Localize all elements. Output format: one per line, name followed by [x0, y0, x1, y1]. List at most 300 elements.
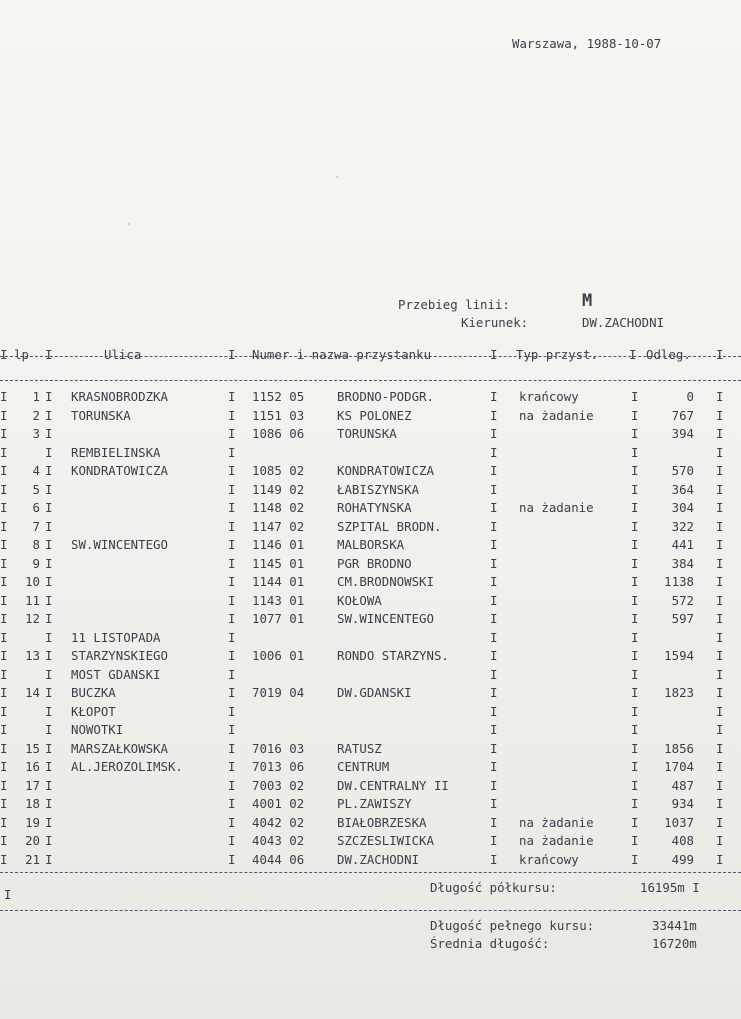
column-separator: I — [0, 851, 8, 867]
column-separator: I — [228, 537, 236, 552]
column-separator: I — [0, 814, 8, 830]
row-distance: 384 — [671, 555, 694, 571]
row-lp: 1 — [32, 389, 40, 404]
row-lp: 12 — [25, 611, 40, 626]
row-stop-number: 1145 01 — [252, 555, 305, 571]
row-stop-name: RATUSZ — [337, 740, 382, 756]
column-separator: I — [490, 685, 498, 700]
row-lp: 5 — [32, 481, 40, 497]
column-separator: I — [228, 777, 236, 793]
row-stop-name: MALBORSKA — [337, 537, 405, 552]
row-stop-type: na żadanie — [519, 407, 594, 423]
column-separator: I — [631, 759, 639, 774]
column-separator: I — [45, 722, 53, 737]
row-stop-type: krańcowy — [519, 389, 579, 404]
route-label: Przebieg linii: — [398, 297, 510, 312]
column-separator: I — [228, 629, 236, 645]
column-separator: I — [228, 444, 236, 460]
row-distance: 364 — [671, 481, 694, 497]
row-street: REMBIELINSKA — [71, 444, 161, 460]
table-row — [0, 426, 741, 444]
column-separator: I — [490, 722, 498, 737]
column-separator: I — [716, 592, 724, 608]
row-stop-number: 7003 02 — [252, 777, 305, 793]
row-lp: 6 — [32, 500, 40, 515]
column-separator: I — [490, 389, 498, 404]
row-stop-name: ROHATYNSKA — [337, 500, 412, 515]
column-separator: I — [490, 555, 498, 571]
row-lp: 11 — [25, 592, 40, 608]
column-separator: I — [631, 574, 639, 589]
column-separator: I — [0, 759, 8, 774]
row-distance: 499 — [671, 851, 694, 867]
column-separator: I — [716, 740, 724, 756]
row-distance: 1856 — [664, 740, 694, 756]
column-separator: I — [490, 611, 498, 626]
column-separator: I — [45, 592, 53, 608]
column-separator: I — [0, 648, 8, 663]
column-separator: I — [0, 740, 8, 756]
column-separator: I — [45, 833, 53, 848]
row-distance: 487 — [671, 777, 694, 793]
row-stop-number: 1149 02 — [252, 481, 305, 497]
row-stop-number: 1143 01 — [252, 592, 305, 608]
row-distance: 767 — [671, 407, 694, 423]
column-separator: I — [631, 703, 639, 719]
average-length-label: Średnia długość: — [430, 936, 550, 951]
column-separator: I — [716, 648, 724, 663]
row-lp: 19 — [25, 814, 40, 830]
column-separator: I — [0, 555, 8, 571]
row-stop-number: 4001 02 — [252, 796, 305, 811]
column-separator: I — [0, 722, 8, 737]
column-separator: I — [45, 555, 53, 571]
direction-label: Kierunek: — [461, 315, 529, 330]
row-stop-number: 1146 01 — [252, 537, 305, 552]
column-separator: I — [490, 481, 498, 497]
row-stop-name: KOŁOWA — [337, 592, 382, 608]
column-separator: I — [45, 629, 53, 645]
row-lp: 20 — [25, 833, 40, 848]
table-row — [0, 852, 741, 870]
column-separator: I — [0, 629, 8, 645]
route-value: M — [582, 291, 594, 311]
row-lp: 17 — [25, 777, 40, 793]
column-separator: I — [45, 648, 53, 663]
table-row — [0, 500, 741, 518]
column-separator: I — [0, 537, 8, 552]
column-separator: I — [45, 851, 53, 867]
column-separator: I — [631, 666, 639, 682]
table-row — [0, 482, 741, 500]
column-separator: I — [631, 648, 639, 663]
column-separator: I — [631, 537, 639, 552]
row-stop-name: SZCZESLIWICKA — [337, 833, 434, 848]
column-separator: I — [45, 481, 53, 497]
row-stop-number: 7019 04 — [252, 685, 305, 700]
column-separator: I — [631, 555, 639, 571]
table-row — [0, 556, 741, 574]
column-separator: I — [45, 389, 53, 404]
row-stop-number: 1148 02 — [252, 500, 305, 515]
column-separator: I — [716, 347, 724, 362]
column-separator: I — [228, 740, 236, 756]
table-row — [0, 408, 741, 426]
column-separator: I — [716, 389, 724, 404]
column-separator: I — [631, 629, 639, 645]
table-row — [0, 833, 741, 851]
column-separator: I — [631, 426, 639, 441]
column-separator: I — [228, 703, 236, 719]
column-separator: I — [716, 407, 724, 423]
column-separator: I — [228, 500, 236, 515]
row-stop-number: 4043 02 — [252, 833, 305, 848]
column-separator: I — [228, 611, 236, 626]
row-stop-name: TORUNSKA — [337, 426, 397, 441]
table-row — [0, 519, 741, 537]
table-row — [0, 630, 741, 648]
table-row — [0, 667, 741, 685]
table-row — [0, 759, 741, 777]
row-stop-number: 1086 06 — [252, 426, 305, 441]
column-separator: I — [45, 537, 53, 552]
column-separator: I — [716, 555, 724, 571]
column-separator: I — [0, 518, 8, 534]
row-street: KRASNOBRODZKA — [71, 389, 168, 404]
row-distance: 597 — [671, 611, 694, 626]
column-separator: I — [45, 796, 53, 811]
column-separator: I — [716, 851, 724, 867]
row-distance: 934 — [671, 796, 694, 811]
row-distance: 1823 — [664, 685, 694, 700]
row-distance: 0 — [686, 389, 694, 404]
column-separator: I — [631, 685, 639, 700]
row-lp: 10 — [25, 574, 40, 589]
column-separator: I — [716, 703, 724, 719]
column-separator: I — [631, 592, 639, 608]
row-street: BUCZKA — [71, 685, 116, 700]
paper-speck — [336, 176, 338, 178]
column-separator: I — [228, 722, 236, 737]
column-separator: I — [716, 463, 724, 478]
column-separator: I — [631, 796, 639, 811]
row-stop-name: DW.GDANSKI — [337, 685, 412, 700]
column-separator: I — [0, 574, 8, 589]
full-course-value: 33441m — [652, 918, 697, 933]
column-separator: I — [490, 648, 498, 663]
row-stop-number: 1006 01 — [252, 648, 305, 663]
summary-dashed-rule — [0, 910, 741, 911]
column-separator: I — [0, 833, 8, 848]
column-separator: I — [716, 722, 724, 737]
column-separator: I — [490, 574, 498, 589]
column-separator: I — [490, 740, 498, 756]
row-stop-name: ŁABISZYNSKA — [337, 481, 420, 497]
column-separator: I — [45, 666, 53, 682]
column-separator: I — [45, 463, 53, 478]
column-separator: I — [490, 703, 498, 719]
column-separator: I — [0, 611, 8, 626]
table-row — [0, 611, 741, 629]
row-stop-number: 1147 02 — [252, 518, 305, 534]
column-separator: I — [228, 851, 236, 867]
column-separator: I — [45, 574, 53, 589]
row-stop-name: KONDRATOWICZA — [337, 463, 434, 478]
table-row — [0, 685, 741, 703]
column-separator: I — [490, 851, 498, 867]
column-separator: I — [716, 611, 724, 626]
column-separator: I — [716, 537, 724, 552]
row-street: NOWOTKI — [71, 722, 124, 737]
column-separator: I — [716, 685, 724, 700]
table-row — [0, 778, 741, 796]
column-separator: I — [631, 463, 639, 478]
column-separator: I — [490, 666, 498, 682]
row-distance: 570 — [671, 463, 694, 478]
column-separator: I — [490, 426, 498, 441]
column-separator: I — [228, 648, 236, 663]
column-separator: I — [45, 347, 53, 362]
column-separator: I — [228, 481, 236, 497]
table-row — [0, 722, 741, 740]
header-type: Typ przyst. — [516, 347, 599, 362]
column-separator: I — [45, 759, 53, 774]
column-separator: I — [631, 722, 639, 737]
date-line: Warszawa, 1988-10-07 — [512, 36, 662, 51]
row-stop-type: na żadanie — [519, 833, 594, 848]
column-separator: I — [45, 685, 53, 700]
column-separator: I — [490, 347, 498, 362]
row-distance: 304 — [671, 500, 694, 515]
row-stop-number: 4042 02 — [252, 814, 305, 830]
column-separator: I — [0, 444, 8, 460]
column-separator: I — [0, 347, 8, 362]
bottom-dashed-rule — [0, 872, 741, 873]
column-separator: I — [228, 463, 236, 478]
column-separator: I — [490, 777, 498, 793]
column-separator: I — [716, 518, 724, 534]
column-separator: I — [631, 481, 639, 497]
column-separator: I — [45, 500, 53, 515]
column-separator: I — [45, 814, 53, 830]
column-separator: I — [716, 574, 724, 589]
column-separator: I — [0, 685, 8, 700]
row-lp: 7 — [32, 518, 40, 534]
average-length-value: 16720m — [652, 936, 697, 951]
column-separator: I — [45, 518, 53, 534]
half-course-value: 16195m I — [640, 880, 700, 895]
column-separator: I — [228, 814, 236, 830]
column-separator: I — [631, 777, 639, 793]
row-distance: 441 — [671, 537, 694, 552]
column-separator: I — [490, 759, 498, 774]
column-separator: I — [0, 703, 8, 719]
column-separator: I — [631, 833, 639, 848]
table-row — [0, 648, 741, 666]
column-separator: I — [228, 759, 236, 774]
table-row — [0, 704, 741, 722]
column-separator: I — [0, 481, 8, 497]
column-separator: I — [490, 833, 498, 848]
column-separator: I — [45, 426, 53, 441]
column-separator: I — [228, 666, 236, 682]
paper-speck — [128, 223, 130, 225]
column-separator: I — [631, 407, 639, 423]
column-separator: I — [631, 518, 639, 534]
column-separator: I — [228, 555, 236, 571]
row-stop-name: SW.WINCENTEGO — [337, 611, 434, 626]
row-distance: 1037 — [664, 814, 694, 830]
row-stop-name: RONDO STARZYNS. — [337, 648, 449, 663]
row-street: TORUNSKA — [71, 407, 131, 423]
column-separator: I — [45, 740, 53, 756]
column-separator: I — [716, 500, 724, 515]
half-course-label: Długość półkursu: — [430, 880, 557, 895]
column-separator: I — [490, 463, 498, 478]
row-street: KONDRATOWICZA — [71, 463, 168, 478]
header-stop: Numer i nazwa przystanku — [252, 347, 432, 362]
column-separator: I — [716, 426, 724, 441]
column-separator: I — [45, 407, 53, 423]
column-separator: I — [228, 685, 236, 700]
column-separator: I — [716, 833, 724, 848]
column-separator: I — [228, 426, 236, 441]
table-row — [0, 537, 741, 555]
table-header-row — [0, 347, 741, 365]
row-stop-number: 1151 03 — [252, 407, 305, 423]
row-lp: 14 — [25, 685, 40, 700]
row-street: SW.WINCENTEGO — [71, 537, 168, 552]
column-separator: I — [490, 796, 498, 811]
column-separator: I — [490, 444, 498, 460]
row-lp: 4 — [32, 463, 40, 478]
column-separator: I — [490, 500, 498, 515]
table-row — [0, 815, 741, 833]
row-street: MOST GDANSKI — [71, 666, 161, 682]
row-stop-number: 7013 06 — [252, 759, 305, 774]
column-separator: I — [228, 833, 236, 848]
row-street: AL.JEROZOLIMSK. — [71, 759, 183, 774]
row-street: MARSZAŁKOWSKA — [71, 740, 168, 756]
column-separator: I — [716, 666, 724, 682]
row-stop-name: PGR BRODNO — [337, 555, 412, 571]
column-separator: I — [629, 347, 637, 362]
row-stop-number: 1085 02 — [252, 463, 305, 478]
row-stop-name: DW.CENTRALNY II — [337, 777, 449, 793]
row-stop-number: 4044 06 — [252, 851, 305, 867]
column-separator: I — [0, 500, 8, 515]
row-distance: 408 — [671, 833, 694, 848]
row-lp: 15 — [25, 740, 40, 756]
column-separator: I — [631, 444, 639, 460]
row-stop-name: PL.ZAWISZY — [337, 796, 412, 811]
row-distance: 1704 — [664, 759, 694, 774]
row-lp: 13 — [25, 648, 40, 663]
header-lp: lp — [14, 347, 29, 362]
column-separator: I — [45, 703, 53, 719]
column-separator: I — [0, 592, 8, 608]
row-street: STARZYNSKIEGO — [71, 648, 168, 663]
full-course-label: Długość pełnego kursu: — [430, 918, 595, 933]
row-stop-name: KS POLONEZ — [337, 407, 412, 423]
row-stop-type: na żadanie — [519, 814, 594, 830]
column-separator: I — [490, 814, 498, 830]
column-separator: I — [0, 796, 8, 811]
column-separator: I — [490, 592, 498, 608]
row-stop-name: DW.ZACHODNI — [337, 851, 420, 867]
row-lp: 8 — [32, 537, 40, 552]
header-distance: Odleg. — [646, 347, 691, 362]
row-street: KŁOPOT — [71, 703, 116, 719]
column-separator: I — [631, 389, 639, 404]
row-lp: 2 — [32, 407, 40, 423]
table-row — [0, 574, 741, 592]
column-separator: I — [45, 611, 53, 626]
column-separator: I — [228, 574, 236, 589]
table-row — [0, 389, 741, 407]
row-street: 11 LISTOPADA — [71, 629, 161, 645]
column-separator: I — [631, 851, 639, 867]
column-separator: I — [631, 740, 639, 756]
column-separator: I — [716, 759, 724, 774]
row-distance: 1138 — [664, 574, 694, 589]
column-separator: I — [716, 629, 724, 645]
row-stop-name: SZPITAL BRODN. — [337, 518, 442, 534]
column-separator: I — [228, 347, 236, 362]
column-separator: I — [228, 518, 236, 534]
table-row — [0, 593, 741, 611]
column-separator: I — [228, 592, 236, 608]
column-separator: I — [716, 796, 724, 811]
column-separator: I — [490, 629, 498, 645]
column-separator: I — [631, 814, 639, 830]
row-distance: 322 — [671, 518, 694, 534]
row-stop-type: na żadanie — [519, 500, 594, 515]
column-separator: I — [490, 407, 498, 423]
column-separator: I — [4, 887, 12, 902]
column-separator: I — [228, 407, 236, 423]
column-separator: I — [716, 481, 724, 497]
table-row — [0, 741, 741, 759]
column-separator: I — [631, 500, 639, 515]
table-row — [0, 445, 741, 463]
column-separator: I — [490, 537, 498, 552]
column-separator: I — [490, 518, 498, 534]
column-separator: I — [716, 777, 724, 793]
column-separator: I — [0, 389, 8, 404]
column-separator: I — [45, 444, 53, 460]
column-separator: I — [631, 611, 639, 626]
row-lp: 3 — [32, 426, 40, 441]
column-separator: I — [716, 814, 724, 830]
row-stop-name: BRODNO-PODGR. — [337, 389, 434, 404]
row-distance: 572 — [671, 592, 694, 608]
row-stop-number: 1144 01 — [252, 574, 305, 589]
row-stop-name: CENTRUM — [337, 759, 390, 774]
header-street: Ulica — [104, 347, 142, 362]
row-stop-number: 1077 01 — [252, 611, 305, 626]
direction-value: DW.ZACHODNI — [582, 315, 665, 330]
column-separator: I — [0, 666, 8, 682]
header-dashed-rule — [0, 380, 741, 381]
column-separator: I — [0, 407, 8, 423]
row-stop-name: CM.BRODNOWSKI — [337, 574, 434, 589]
table-row — [0, 796, 741, 814]
column-separator: I — [228, 389, 236, 404]
row-lp: 16 — [25, 759, 40, 774]
table-row — [0, 463, 741, 481]
column-separator: I — [0, 777, 8, 793]
